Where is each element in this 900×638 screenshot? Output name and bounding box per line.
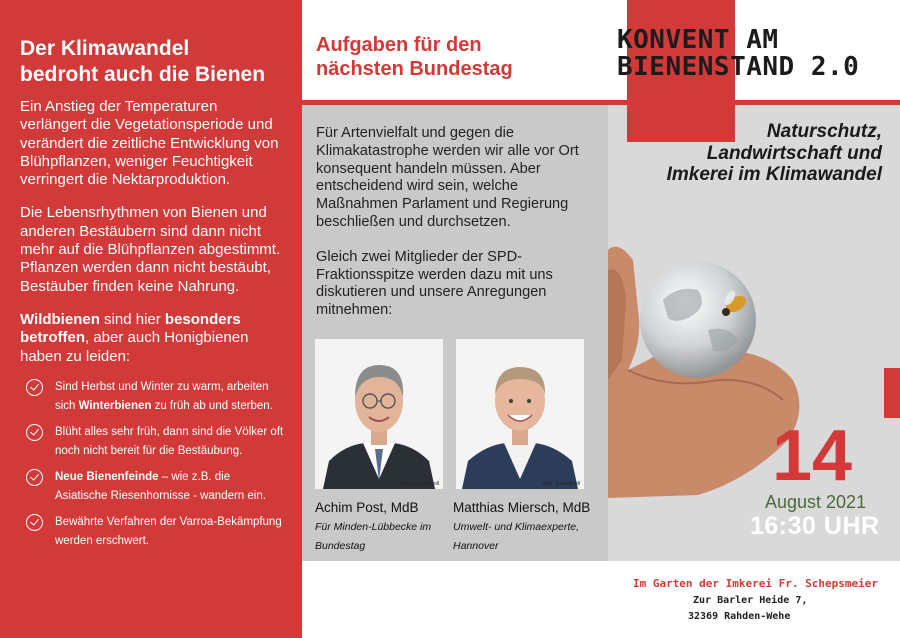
portrait-photo-achim-post <box>315 339 443 489</box>
middle-title: Aufgaben für den nächsten Bundestag <box>316 34 513 80</box>
left-paragraph-2: Die Lebensrhythmen von Bienen und anderen Bestäubern sind dann nicht mehr auf die Blühpflanzen abgestimmt. Pflanzen werden dann nicht bestäubt, Bestäuber finden keine Nahrung. <box>20 204 281 295</box>
event-day: 14 <box>772 416 853 496</box>
list-item: Neue Bienenfeinde – wie z.B. die Asiatische Riesenhornisse - wandern ein. <box>20 468 284 507</box>
left-title: Der Klimawandel bedroht auch die Bienen <box>20 37 266 86</box>
list-item: Blüht alles sehr früh, dann sind die Völker oft noch nicht bereit für die Bestäubung. <box>20 423 284 462</box>
left-paragraph-1: Ein Anstieg der Temperaturen verlängert die Vegetationsperiode und verändert die zeitliche Entwicklung von Blühpflanzen, weniger Feuchtigkeit verringert die Nektarproduktion. <box>20 98 279 189</box>
list-item: Sind Herbst und Winter zu warm, arbeiten sich Winterbienen zu früh ab und sterben. <box>20 378 284 417</box>
middle-paragraph-2: Gleich zwei Mitglieder der SPD-Fraktionsspitze werden dazu mit uns diskutieren und unsere Anregungen mitnehmen: <box>316 248 553 319</box>
person-portrait-icon <box>456 339 584 489</box>
event-month: August 2021 <box>765 492 867 512</box>
venue-street: Zur Barler Heide 7, <box>693 595 808 606</box>
photo-credit: Foto: Susie Knoll <box>542 481 580 487</box>
check-circle-icon <box>26 514 43 531</box>
middle-paragraph-1: Für Artenvielfalt und gegen die Klimakatastrophe werden wir alle vor Ort konsequent handeln müssen. Aber entscheidend wird sein, welche Maßnahmen Parlament und Regierung beschließen und durchsetzen. <box>316 125 579 230</box>
person-name-2: Matthias Miersch, MdB <box>453 500 591 515</box>
bullet-list <box>20 378 284 552</box>
venue-city: 32369 Rahden-Wehe <box>688 611 791 622</box>
event-time: 16:30 UHR <box>750 512 880 540</box>
person-role-2: Umwelt- und Klimaexperte, Hannover <box>453 521 580 552</box>
left-paragraph-3: Wildbienen sind hier besonders betroffen, aber auch Honigbienen haben zu leiden: <box>20 310 249 365</box>
venue-name: Im Garten der Imkerei Fr. Schepsmeier <box>632 577 878 590</box>
person-role-1: Für Minden-Lübbecke im Bundestag <box>315 521 432 552</box>
left-panel <box>0 0 302 638</box>
check-circle-icon <box>26 469 43 486</box>
event-subtitle: Naturschutz, Landwirtschaft und Imkerei im Klimawandel <box>666 121 882 185</box>
middle-text-box <box>302 105 608 561</box>
list-item: Bewährte Verfahren der Varroa-Bekämpfung werden erschwert. <box>20 513 284 552</box>
person-portrait-icon <box>315 339 443 489</box>
check-circle-icon <box>26 379 43 396</box>
check-circle-icon <box>26 424 43 441</box>
event-title: KONVENT AM BIENENSTAND 2.0 <box>617 25 860 82</box>
photo-credit: Foto: Susie Knoll <box>401 481 439 487</box>
accent-tab <box>884 368 900 418</box>
portrait-photo-matthias-miersch <box>456 339 584 489</box>
person-name-1: Achim Post, MdB <box>315 500 419 515</box>
